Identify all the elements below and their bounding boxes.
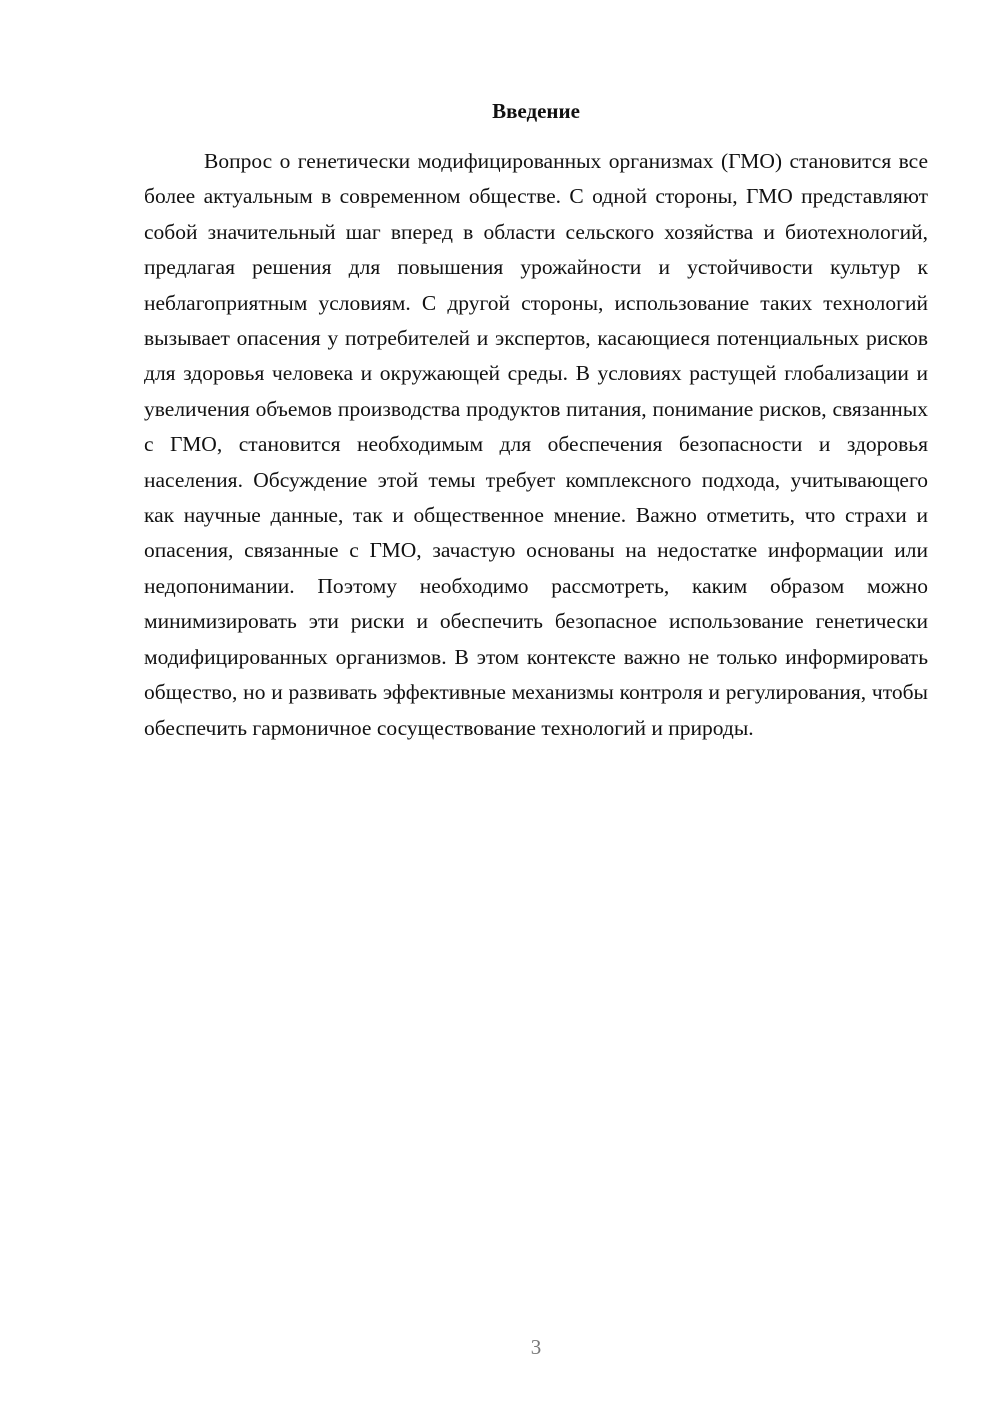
section-heading: Введение [492,99,580,123]
page-number: 3 [530,1335,542,1359]
introduction-paragraph: Вопрос о генетически модифицированных организмах (ГМО) становится все более актуальным в современном обществе. С одной стороны, ГМО представляют собой значительный шаг вперед в области сельского хозяйства и биотехнологий, предлагая решения для повышения урожайности и устойчивости культур к неблагоприятным условиям. С другой стороны, использование таких технологий вызывает опасения у потребителей и экспертов, касающиеся потенциальных рисков для здоровья человека и окружающей среды. В условиях растущей глобализации и увеличения объемов производства продуктов питания, понимание рисков, связанных с ГМО, становится необходимым для обеспечения безопасности и здоровья населения. Обсуждение этой темы требует комплексного подхода, учитывающего как научные данные, так и общественное мнение. Важно отметить, что страхи и опасения, связанные с ГМО, зачастую основаны на недостатке информации или недопонимании. Поэтому необходимо рассмотреть, каким образом можно минимизировать эти риски и обеспечить безопасное использование генетически модифицированных организмов. В этом контексте важно не только информировать общество, но и развивать эффективные механизмы контроля и регулирования, чтобы обеспечить гармоничное сосуществование технологий и природы. [144,149,928,740]
